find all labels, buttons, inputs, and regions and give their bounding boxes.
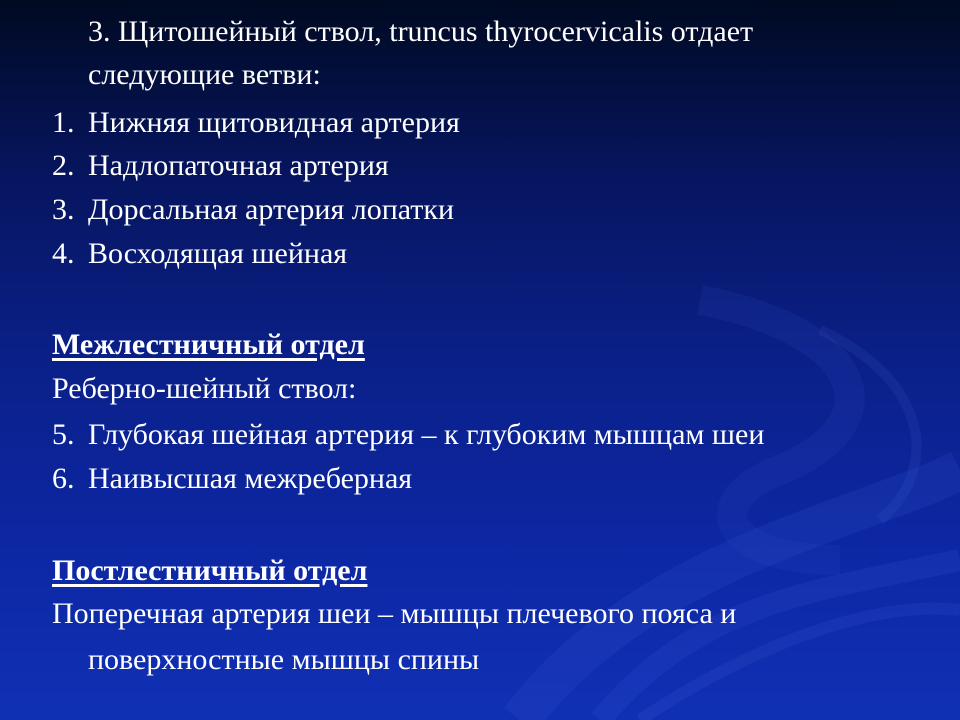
list-item-1 (52, 106, 460, 140)
section-heading-postscalene: Постлестничный отдел (52, 554, 368, 587)
list-item-text: Наивысшая межреберная (88, 462, 413, 495)
list-item-text: Надлопаточная артерия (88, 149, 389, 182)
section-text-line-2: поверхностные мышцы спины (88, 643, 480, 676)
list-item-6 (52, 462, 412, 496)
intro-line-continued: следующие ветви: (88, 58, 321, 91)
list-item-number: 2. (52, 149, 75, 182)
list-item-number: 6. (52, 462, 75, 495)
list-item-3 (52, 193, 454, 227)
list-item-number: 5. (52, 418, 75, 451)
list-item-text: Нижняя щитовидная артерия (88, 106, 460, 139)
section-intro-costocervical: Реберно-шейный ствол: (52, 372, 357, 405)
section-text-line-1: Поперечная артерия шеи – мышцы плечевого пояса и (52, 597, 737, 630)
list-item-5 (52, 418, 764, 452)
list-item-number: 3. (52, 193, 75, 226)
intro-line: 3. Щитошейный ствол, truncus thyrocervicalis отдает (88, 15, 754, 48)
list-item-4 (52, 237, 347, 271)
list-item-text: Глубокая шейная артерия – к глубоким мышцам шеи (88, 418, 765, 451)
list-item-text: Восходящая шейная (88, 237, 348, 270)
list-item-2 (52, 149, 389, 183)
list-item-number: 1. (52, 106, 75, 139)
list-item-number: 4. (52, 237, 75, 270)
list-item-text: Дорсальная артерия лопатки (88, 193, 455, 226)
section-heading-interscalene: Межлестничный отдел (52, 328, 365, 361)
